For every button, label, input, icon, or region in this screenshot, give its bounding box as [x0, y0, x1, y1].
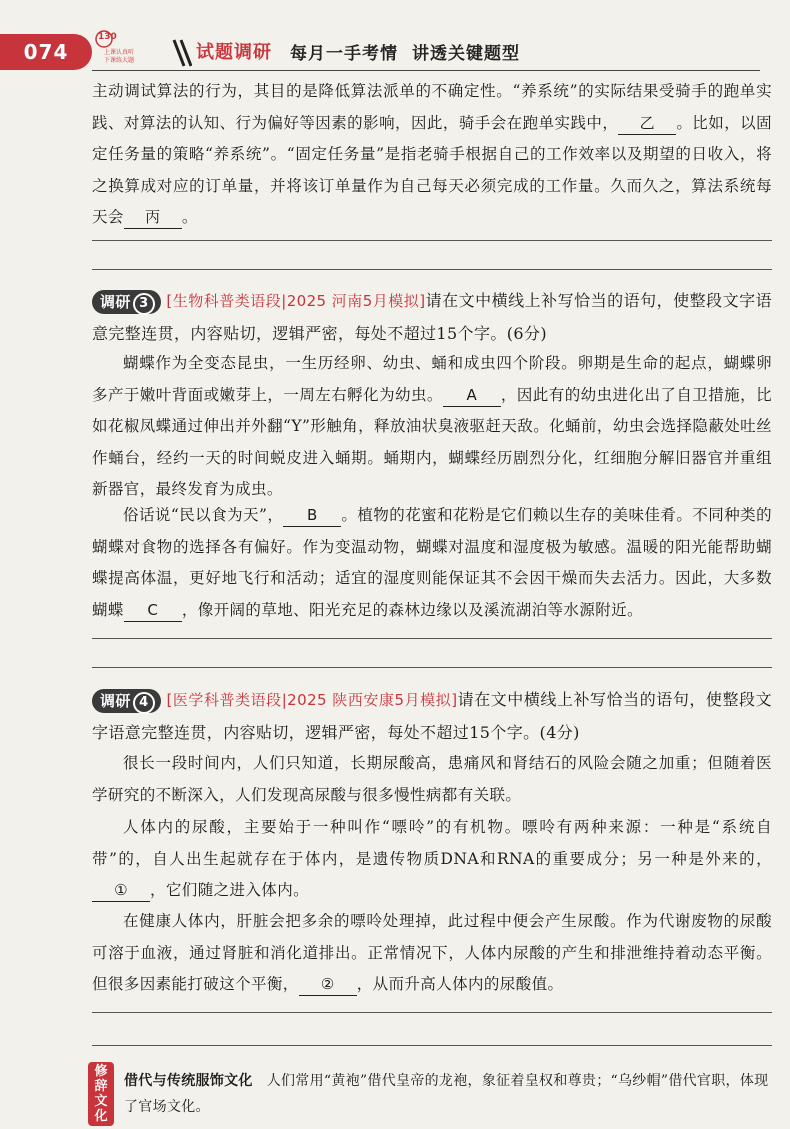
badge-line2: 下课练大题: [104, 57, 135, 64]
footer-note: [124, 1068, 774, 1120]
side-tag-char: 文: [94, 1094, 108, 1109]
q3-tag-label: 调研: [100, 292, 131, 311]
q3-p1-text-1: 蝴蝶作为全变态昆虫，一生历经卵、幼虫、蛹和成虫四个阶段。卵期是生命的起点，蝴蝶卵多产于嫩叶背面或嫩芽上，一周左右孵化为幼虫。: [92, 354, 772, 404]
side-tag-char: 化: [94, 1109, 108, 1124]
header-subtitle: [290, 39, 534, 64]
q3-paragraph-1: [92, 348, 772, 506]
answer-line: [92, 240, 772, 241]
q3-tag: [92, 290, 161, 314]
blank-c: C: [124, 599, 182, 622]
q3-p2-text-3: ，像开阔的草地、阳光充足的森林边缘以及溪流湖泊等水源附近。: [181, 600, 643, 619]
answer-line: [92, 1012, 772, 1013]
q4-number: 4: [133, 692, 155, 714]
page-header: [0, 30, 790, 72]
intro-text-2: 。比如，以固定任务量的策略“养系统”。“固定任务量”是指老骑手根据自己的工作效率以及期望的日收入，将之换算成对应的订单量，并将该订单量作为自己每天必须完成的工作量。久而久之，算法系统每天会: [92, 113, 773, 226]
page-number: 074: [0, 34, 92, 70]
badge-line1: 上课认真听: [104, 49, 135, 56]
blank-bing: 丙: [124, 206, 182, 229]
intro-text-3: 。: [181, 208, 198, 226]
q3-number: 3: [133, 293, 155, 315]
answer-line: [92, 269, 772, 270]
blank-yi: 乙: [618, 112, 676, 135]
q3-p2-text-1: 俗话说“民以食为天”，: [123, 506, 284, 524]
badge-logo: [80, 30, 135, 72]
slash-icon: [170, 38, 192, 68]
q4-heading: [92, 684, 772, 748]
answer-line: [92, 638, 772, 639]
answer-line: [92, 667, 772, 668]
q4-prompt: 请在文中横线上补写恰当的语句，使整段文字语意完整连贯，内容贴切，逻辑严密，每处不超过15个字。(4分): [92, 690, 772, 742]
q4-p2-text-2: ，它们随之进入体内。: [150, 881, 310, 899]
q4-source: [医学科普类语段|2025 陕西安康5月模拟]: [166, 691, 458, 709]
q3-paragraph-2: [92, 500, 772, 626]
footer-title: 借代与传统服饰文化: [124, 1073, 253, 1089]
q4-p3-text-1: 在健康人体内，肝脏会把多余的嘌呤处理掉，此过程中便会产生尿酸。作为代谢废物的尿酸可溶于血液，通过肾脏和消化道排出。正常情况下，人体内尿酸的产生和排泄维持着动态平衡。但很多因素能打破这个平衡，: [92, 912, 772, 993]
q4-p2-text-1: 人体内的尿酸，主要始于一种叫作“嘌呤”的有机物。嘌呤有两种来源：一种是“系统自带”的，自人出生起就存在于体内，是遗传物质DNA和RNA的重要成分；另一种是外来的，: [92, 818, 772, 868]
blank-2: ②: [299, 973, 357, 996]
q3-prompt: 请在文中横线上补写恰当的语句，使整段文字语意完整连贯，内容贴切，逻辑严密，每处不超过15个字。(6分): [92, 291, 772, 343]
header-title: 试题调研: [196, 42, 272, 63]
header-sub2: 讲透关键题型: [412, 44, 520, 64]
header-rule: [92, 70, 760, 71]
q4-tag: [92, 689, 161, 713]
q3-source: [生物科普类语段|2025 河南5月模拟]: [166, 292, 426, 310]
header-sub1: 每月一手考情: [290, 44, 398, 64]
side-tag-char: 修: [94, 1064, 108, 1079]
footer-rule: [92, 1045, 772, 1046]
blank-1: ①: [92, 879, 150, 902]
q4-p3-text-2: ，从而升高人体内的尿酸值。: [356, 975, 564, 993]
q4-paragraph-2: [92, 812, 772, 907]
q3-p2-text-2: 。植物的花蜜和花粉是它们赖以生存的美味佳肴。不同种类的蝴蝶对食物的选择各有偏好。作为变温动物，蝴蝶对温度和湿度极为敏感。温暖的阳光能帮助蝴蝶提高体温，更好地飞行和活动；适宜的湿度则能保证其不会因干燥而失去活力。因此，大多数蝴蝶: [92, 506, 772, 619]
blank-b: B: [283, 504, 341, 527]
badge-number: 130: [98, 32, 117, 42]
intro-text-1: 主动调试算法的行为，其目的是降低算法派单的不确定性。“养系统”的实际结果受骑手的跑单实践、对算法的认知、行为偏好等因素的影响，因此，骑手会在跑单实践中，: [92, 82, 772, 132]
q4-paragraph-1: 很长一段时间内，人们只知道，长期尿酸高，患痛风和肾结石的风险会随之加重；但随着医学研究的不断深入，人们发现高尿酸与很多慢性病都有关联。: [92, 754, 772, 804]
footer-body: 人们常用“黄袍”借代皇帝的龙袍，象征着皇权和尊贵；“乌纱帽”借代官职，体现了官场文化。: [124, 1073, 769, 1115]
intro-paragraph: [92, 76, 772, 234]
rhetoric-culture-tag: [88, 1062, 114, 1126]
q4-paragraph-3: [92, 906, 772, 1001]
side-tag-char: 辞: [94, 1079, 108, 1094]
blank-a: A: [443, 384, 501, 407]
q3-heading: [92, 285, 772, 349]
q3-p1-text-2: ，因此有的幼虫进化出了自卫措施，比如花椒凤蝶通过伸出并外翻“Y”形触角，释放油状臭液驱赶天敌。化蛹前，幼虫会选择隐蔽处吐丝作蛹台，经约一天的时间蜕皮进入蛹期。蛹期内，蝴蝶经历剧烈分化，红细胞分解旧器官并重组新器官，最终发育为成虫。: [92, 385, 772, 498]
q4-tag-label: 调研: [100, 691, 131, 710]
